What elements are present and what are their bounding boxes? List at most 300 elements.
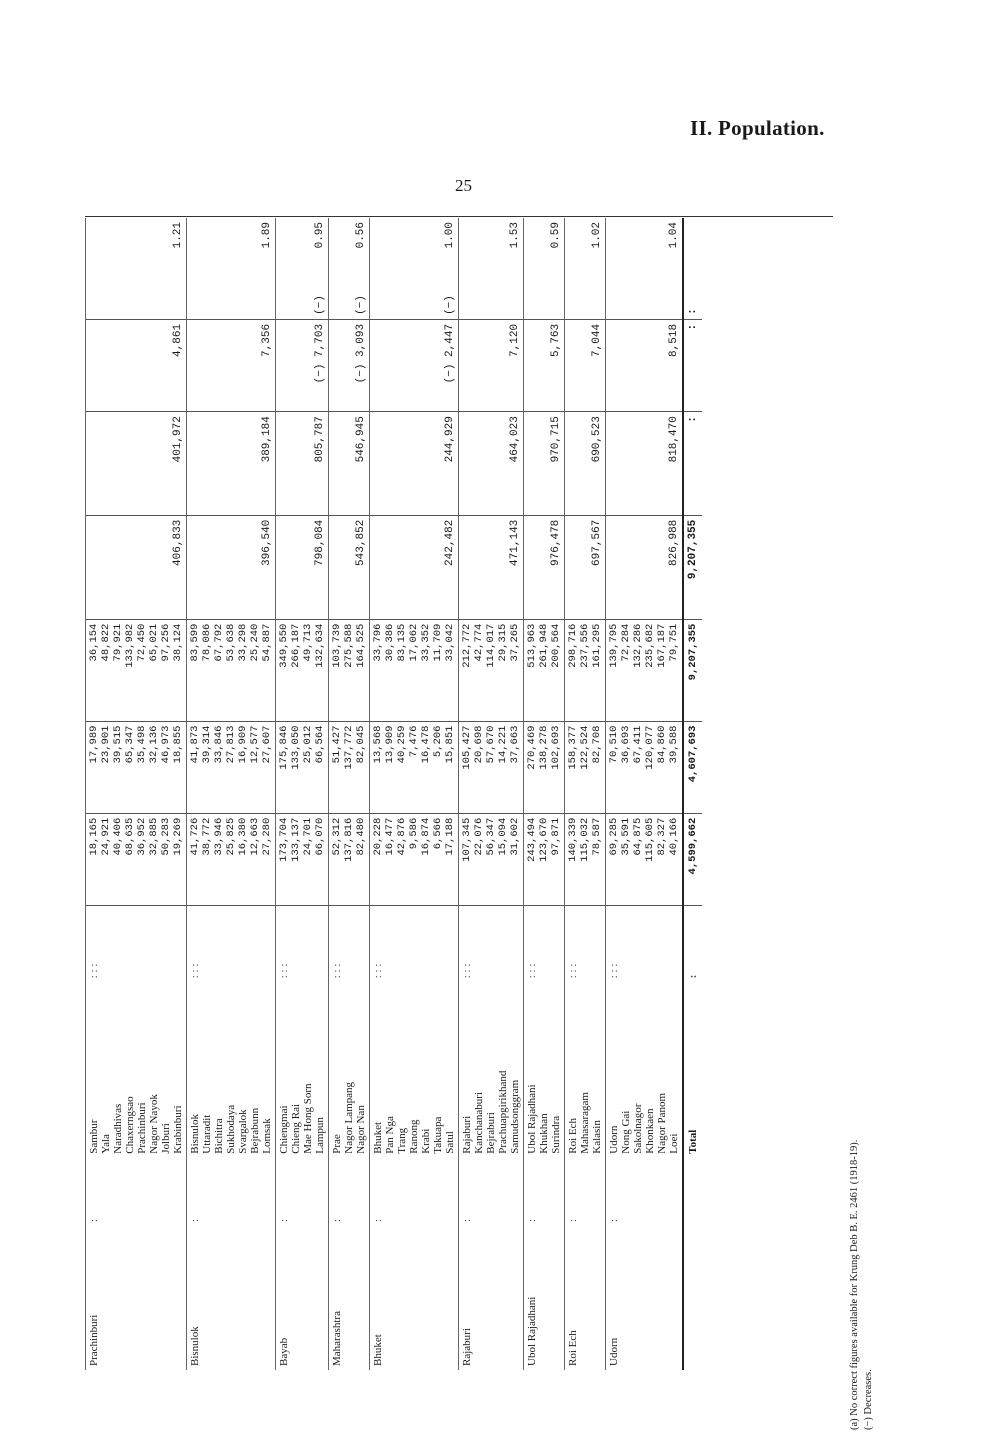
- changwat-list-item: Mahasaragam: [579, 1092, 591, 1154]
- previous-total: 406,833: [86, 515, 187, 619]
- males-list-item: 16,477: [384, 817, 396, 856]
- females-list-item: 14,221: [497, 725, 509, 764]
- males-list-item: 36,952: [136, 817, 148, 856]
- total-spacer: [683, 1226, 702, 1370]
- females-list-item: 37,663: [509, 725, 521, 764]
- percent-value: 0.56: [329, 218, 370, 273]
- females-list-item: 32,136: [148, 725, 160, 764]
- males-list-item: 12,663: [249, 817, 261, 856]
- table-row: [565, 218, 606, 1370]
- males-list-item: 25,825: [225, 817, 237, 856]
- females-list-item: 39,314: [201, 725, 213, 764]
- leader-dots: :: [565, 1158, 606, 1226]
- males-list-item: 19,269: [172, 817, 184, 856]
- changwat-list-item: Bejrabunn: [249, 1107, 261, 1154]
- males-list-item: 243,494: [526, 817, 538, 862]
- percent-sign: [86, 273, 187, 319]
- change-cell: [187, 319, 276, 411]
- leader-dots: : : :: [606, 905, 684, 982]
- females-list-item: 25,012: [302, 725, 314, 764]
- changwat-list-item: Nagor Nayok: [148, 1094, 160, 1154]
- table-top-rule: [85, 216, 833, 217]
- footnotes-rotated: [848, 1010, 876, 1430]
- population-table-rotated: [85, 218, 833, 1370]
- males-list: [370, 813, 459, 905]
- changwat-list-item: Naradhivas: [112, 1103, 124, 1154]
- changwat-list-item: Sukhodaya: [225, 1104, 237, 1154]
- total-list-item: 33,352: [420, 623, 432, 662]
- leader-dots: : : :: [370, 905, 459, 982]
- census-figure: 805,787: [276, 412, 329, 516]
- page-number: 25: [455, 176, 472, 195]
- males-list-item: 97,871: [550, 817, 562, 856]
- changwat-list: [187, 982, 276, 1157]
- change-value: 7,120: [509, 323, 521, 357]
- table-row: [329, 218, 370, 1370]
- males-list: [187, 813, 276, 905]
- males-list-item: 24,921: [100, 817, 112, 856]
- females-list: [329, 721, 370, 813]
- changwat-list-item: Udorn: [608, 1125, 620, 1154]
- previous-total: 242,482: [370, 515, 459, 619]
- changwat-list-item: Sakolnagor: [632, 1103, 644, 1154]
- census-figure: 970,715: [524, 412, 565, 516]
- total-spacer: [683, 1158, 702, 1226]
- leader-dots: :: [683, 905, 702, 982]
- males-list-item: 18,165: [88, 817, 100, 856]
- total-males: 4,599,662: [683, 813, 702, 905]
- total-list-item: 132,634: [314, 623, 326, 668]
- total-list: [524, 619, 565, 721]
- total-list-item: 78,086: [201, 623, 213, 662]
- changwat-list-item: Satul: [444, 1131, 456, 1154]
- total-list-item: 161,295: [591, 623, 603, 668]
- leader-dots: :: [86, 1158, 187, 1226]
- total-label: Total: [683, 982, 702, 1157]
- males-list-item: 133,137: [290, 817, 302, 862]
- changwat-list-item: Yala: [100, 1134, 112, 1154]
- census-figure: 244,929: [370, 412, 459, 516]
- changwat-list-item: Bisnulok: [189, 1114, 201, 1154]
- females-list-item: 57,670: [485, 725, 497, 764]
- changwat-list-item: Lomsak: [261, 1118, 273, 1154]
- changwat-list-item: Nong Gai: [620, 1110, 632, 1154]
- change-value: 7,044: [591, 323, 603, 357]
- total-list-item: 72,450: [136, 623, 148, 662]
- percent-sign: [524, 273, 565, 319]
- changwat-list-item: Nagor Nan: [355, 1105, 367, 1154]
- leader-dots: : : :: [459, 905, 524, 982]
- females-list-item: 67,411: [632, 725, 644, 764]
- table-row: [524, 218, 565, 1370]
- males-list-item: 115,032: [579, 817, 591, 862]
- footnote-decrease: (−) Decreases.: [863, 1369, 874, 1430]
- males-list-item: 56,347: [485, 817, 497, 856]
- total-list-item: 33,796: [372, 623, 384, 662]
- change-value: 5,763: [550, 323, 562, 357]
- changwat-list-item: Prae: [331, 1134, 343, 1154]
- males-list-item: 35,591: [620, 817, 632, 856]
- total-list-item: 25,240: [249, 623, 261, 662]
- change-cell: [524, 319, 565, 411]
- changwat-list-item: Nagor Panom: [656, 1092, 668, 1154]
- females-list: [606, 721, 684, 813]
- females-list: [370, 721, 459, 813]
- females-list-item: 51,427: [331, 725, 343, 764]
- males-list: [606, 813, 684, 905]
- changwat-list-item: Khonkaen: [644, 1108, 656, 1154]
- percent-sign: (−): [370, 273, 459, 319]
- changwat-list-item: Samudsonggram: [509, 1079, 521, 1154]
- table-row: [606, 218, 684, 1370]
- females-list-item: 7,476: [408, 725, 420, 758]
- males-list-item: 173,704: [278, 817, 290, 862]
- change-cell: [276, 319, 329, 411]
- table-row: [370, 218, 459, 1370]
- changwat-list-item: Kalasin: [591, 1120, 603, 1154]
- total-list-item: 212,772: [461, 623, 473, 668]
- changwat-list-item: Svargalok: [237, 1109, 249, 1154]
- change-cell: [459, 319, 524, 411]
- females-list-item: 35,498: [136, 725, 148, 764]
- leader-dots: : : :: [187, 905, 276, 982]
- males-list: [276, 813, 329, 905]
- changwat-list-item: Chaxerngsao: [124, 1096, 136, 1154]
- change-sign: (−): [314, 363, 326, 384]
- changwat-list-item: Bichitra: [213, 1118, 225, 1154]
- province-name: Roi Ech: [565, 1226, 606, 1370]
- changwat-list-item: Prachinburi: [136, 1102, 148, 1154]
- total-list-item: 133,982: [124, 623, 136, 668]
- total-list-item: 17,062: [408, 623, 420, 662]
- province-name: Rajaburi: [459, 1226, 524, 1370]
- changwat-list-item: Mae Hong Sorn: [302, 1083, 314, 1154]
- total-list-item: 114,017: [485, 623, 497, 668]
- province-name: Udorn: [606, 1226, 684, 1370]
- total-total: 9,207,355: [683, 619, 702, 721]
- province-name: Prachinburi: [86, 1226, 187, 1370]
- total-list-item: 266,187: [290, 623, 302, 668]
- changwat-list-item: Ubol Rajadhani: [526, 1084, 538, 1154]
- change-value: 2,447: [444, 323, 456, 357]
- total-list-item: 29,315: [497, 623, 509, 662]
- males-list-item: 52,312: [331, 817, 343, 856]
- total-list-item: 139,795: [608, 623, 620, 668]
- change-cell: [606, 319, 684, 411]
- previous-total: 543,852: [329, 515, 370, 619]
- females-list-item: 122,524: [579, 725, 591, 770]
- change-value: 3,093: [355, 323, 367, 357]
- females-list-item: 16,909: [237, 725, 249, 764]
- females-list-item: 23,901: [100, 725, 112, 764]
- males-list: [459, 813, 524, 905]
- population-table-frame: [85, 218, 833, 1370]
- males-list-item: 6,566: [432, 817, 444, 850]
- total-list: [86, 619, 187, 721]
- total-spacer: :: [683, 319, 702, 411]
- changwat-list-item: Krabi: [420, 1128, 432, 1154]
- females-list-item: 20,698: [473, 725, 485, 764]
- total-list-item: 42,774: [473, 623, 485, 662]
- males-list-item: 40,406: [112, 817, 124, 856]
- table-row: [86, 218, 187, 1370]
- table-row: [187, 218, 276, 1370]
- changwat-list-item: Chiengmai: [278, 1105, 290, 1154]
- total-list-item: 48,822: [100, 623, 112, 662]
- females-list-item: 41,873: [189, 725, 201, 764]
- males-list-item: 50,283: [160, 817, 172, 856]
- total-list-item: 235,682: [644, 623, 656, 668]
- males-list-item: 15,094: [497, 817, 509, 856]
- total-list-item: 67,792: [213, 623, 225, 662]
- changwat-list: [459, 982, 524, 1157]
- change-cell: [565, 319, 606, 411]
- changwat-list-item: Bhuket: [372, 1121, 384, 1154]
- total-list-item: 237,556: [579, 623, 591, 668]
- total-spacer: :: [683, 273, 702, 319]
- percent-value: 0.59: [524, 218, 565, 273]
- males-list: [524, 813, 565, 905]
- percent-value: 0.95: [276, 218, 329, 273]
- leader-dots: : : :: [86, 905, 187, 982]
- females-list-item: 175,846: [278, 725, 290, 770]
- leader-dots: :: [329, 1158, 370, 1226]
- province-name: Bayab: [276, 1226, 329, 1370]
- changwat-list-item: Uttaradit: [201, 1114, 213, 1154]
- males-list-item: 68,635: [124, 817, 136, 856]
- leader-dots: :: [370, 1158, 459, 1226]
- males-list-item: 38,772: [201, 817, 213, 856]
- previous-total: 798,084: [276, 515, 329, 619]
- previous-total: 976,478: [524, 515, 565, 619]
- total-list-item: 349,550: [278, 623, 290, 668]
- census-figure: 818,470: [606, 412, 684, 516]
- census-figure: 690,523: [565, 412, 606, 516]
- females-list: [524, 721, 565, 813]
- province-name: Bisnulok: [187, 1226, 276, 1370]
- males-list-item: 78,587: [591, 817, 603, 856]
- previous-total: 826,988: [606, 515, 684, 619]
- total-list-item: 132,286: [632, 623, 644, 668]
- change-cell: [86, 319, 187, 411]
- total-list-item: 83,599: [189, 623, 201, 662]
- total-list-item: 103,739: [331, 623, 343, 668]
- males-list-item: 137,816: [343, 817, 355, 862]
- changwat-list-item: Pan Nga: [384, 1116, 396, 1154]
- females-list-item: 17,989: [88, 725, 100, 764]
- females-list-item: 84,860: [656, 725, 668, 764]
- changwat-list: [370, 982, 459, 1157]
- changwat-list-item: Ranong: [408, 1119, 420, 1154]
- percent-sign: (−): [329, 273, 370, 319]
- males-list-item: 32,885: [148, 817, 160, 856]
- previous-total: 396,540: [187, 515, 276, 619]
- changwat-list-item: Nagor Lampang: [343, 1081, 355, 1154]
- province-name: Bhuket: [370, 1226, 459, 1370]
- total-list-item: 30,386: [384, 623, 396, 662]
- changwat-list: [606, 982, 684, 1157]
- table-row: [276, 218, 329, 1370]
- females-list-item: 46,973: [160, 725, 172, 764]
- province-name: Ubol Rajadhani: [524, 1226, 565, 1370]
- changwat-list-item: Rajaburi: [461, 1115, 473, 1154]
- change-cell: [329, 319, 370, 411]
- census-figure: 389,184: [187, 412, 276, 516]
- females-list: [459, 721, 524, 813]
- females-list-item: 33,846: [213, 725, 225, 764]
- total-list-item: 36,154: [88, 623, 100, 662]
- females-list-item: 70,510: [608, 725, 620, 764]
- females-list-item: 27,813: [225, 725, 237, 764]
- females-list-item: 133,050: [290, 725, 302, 770]
- males-list-item: 27,280: [261, 817, 273, 856]
- females-list-item: 66,564: [314, 725, 326, 764]
- females-list-item: 158,377: [567, 725, 579, 770]
- total-list: [459, 619, 524, 721]
- females-list-item: 27,607: [261, 725, 273, 764]
- changwat-list-item: Kanchanaburi: [473, 1092, 485, 1154]
- percent-value: 1.04: [606, 218, 684, 273]
- total-list-item: 54,887: [261, 623, 273, 662]
- total-list: [187, 619, 276, 721]
- leader-dots: :: [187, 1158, 276, 1226]
- percent-value: 1.53: [459, 218, 524, 273]
- total-list-item: 200,564: [550, 623, 562, 668]
- females-list-item: 120,077: [644, 725, 656, 770]
- total-list-item: 72,284: [620, 623, 632, 662]
- total-list-item: 298,716: [567, 623, 579, 668]
- females-list-item: 39,588: [668, 725, 680, 764]
- changwat-list-item: Jolburi: [160, 1123, 172, 1154]
- leader-dots: :: [524, 1158, 565, 1226]
- changwat-list-item: Prachuapgirikhand: [497, 1070, 509, 1154]
- total-females: 4,607,693: [683, 721, 702, 813]
- province-name: Maharashtra: [329, 1226, 370, 1370]
- total-previous: 9,207,355: [683, 515, 702, 619]
- females-list-item: 82,045: [355, 725, 367, 764]
- females-list-item: 18,855: [172, 725, 184, 764]
- males-list-item: 42,876: [396, 817, 408, 856]
- total-list: [329, 619, 370, 721]
- total-list-item: 275,588: [343, 623, 355, 668]
- table-row: [459, 218, 524, 1370]
- previous-total: 471,143: [459, 515, 524, 619]
- females-list-item: 15,851: [444, 725, 456, 764]
- males-list: [329, 813, 370, 905]
- total-list-item: 49,713: [302, 623, 314, 662]
- total-list: [370, 619, 459, 721]
- change-value: 4,861: [172, 323, 184, 357]
- total-list-item: 97,256: [160, 623, 172, 662]
- percent-value: 1.00: [370, 218, 459, 273]
- males-list: [565, 813, 606, 905]
- changwat-list-item: Loei: [668, 1133, 680, 1154]
- males-list-item: 69,285: [608, 817, 620, 856]
- males-list-item: 9,586: [408, 817, 420, 850]
- males-list-item: 40,166: [668, 817, 680, 856]
- leader-dots: :: [606, 1158, 684, 1226]
- males-list-item: 22,076: [473, 817, 485, 856]
- percent-sign: [606, 273, 684, 319]
- males-list-item: 82,480: [355, 817, 367, 856]
- females-list: [565, 721, 606, 813]
- males-list-item: 66,070: [314, 817, 326, 856]
- leader-dots: : : :: [329, 905, 370, 982]
- females-list: [276, 721, 329, 813]
- total-list: [565, 619, 606, 721]
- females-list-item: 138,278: [538, 725, 550, 770]
- total-list-item: 79,751: [668, 623, 680, 662]
- females-list-item: 65,347: [124, 725, 136, 764]
- changwat-list-item: Krabinburi: [172, 1105, 184, 1154]
- males-list-item: 17,188: [444, 817, 456, 856]
- changwat-list-item: Bejraburi: [485, 1112, 497, 1154]
- previous-total: 697,567: [565, 515, 606, 619]
- population-table-body: [86, 218, 703, 1370]
- total-list-item: 167,187: [656, 623, 668, 668]
- females-list-item: 5,206: [432, 725, 444, 758]
- leader-dots: : : :: [565, 905, 606, 982]
- males-list-item: 64,875: [632, 817, 644, 856]
- total-list-item: 38,124: [172, 623, 184, 662]
- census-figure: 464,023: [459, 412, 524, 516]
- changwat-list-item: Trang: [396, 1127, 408, 1154]
- changwat-list: [86, 982, 187, 1157]
- change-cell: [370, 319, 459, 411]
- changwat-list: [524, 982, 565, 1157]
- leader-dots: :: [459, 1158, 524, 1226]
- males-list-item: 16,874: [420, 817, 432, 856]
- changwat-list-item: Lampun: [314, 1117, 326, 1154]
- footnotes: [848, 1139, 968, 1430]
- females-list-item: 270,469: [526, 725, 538, 770]
- changwat-list-item: Khukhan: [538, 1113, 550, 1154]
- changwat-list-item: Sambur: [88, 1119, 100, 1154]
- change-sign: (−): [444, 363, 456, 384]
- percent-sign: [187, 273, 276, 319]
- population-table: [85, 218, 702, 1370]
- total-row: [683, 218, 702, 1370]
- leader-dots: : : :: [276, 905, 329, 982]
- total-list-item: 79,921: [112, 623, 124, 662]
- total-list-item: 53,638: [225, 623, 237, 662]
- change-sign: (−): [355, 363, 367, 384]
- changwat-list: [276, 982, 329, 1157]
- percent-sign: (−): [276, 273, 329, 319]
- total-list-item: 513,963: [526, 623, 538, 668]
- total-list-item: 83,135: [396, 623, 408, 662]
- females-list-item: 12,577: [249, 725, 261, 764]
- males-list-item: 107,345: [461, 817, 473, 862]
- total-spacer: :: [683, 412, 702, 516]
- change-value: 7,703: [314, 323, 326, 357]
- males-list-item: 33,946: [213, 817, 225, 856]
- total-list-item: 164,525: [355, 623, 367, 668]
- leader-dots: :: [276, 1158, 329, 1226]
- males-list-item: 20,228: [372, 817, 384, 856]
- changwat-list: [565, 982, 606, 1157]
- total-list: [606, 619, 684, 721]
- changwat-list-item: Chieng Rai: [290, 1103, 302, 1154]
- females-list-item: 36,693: [620, 725, 632, 764]
- females-list-item: 16,478: [420, 725, 432, 764]
- percent-sign: [565, 273, 606, 319]
- females-list-item: 82,708: [591, 725, 603, 764]
- total-list-item: 11,709: [432, 623, 444, 662]
- changwat-list-item: Roi Ech: [567, 1118, 579, 1154]
- females-list-item: 105,427: [461, 725, 473, 770]
- changwat-list-item: Surindra: [550, 1115, 562, 1154]
